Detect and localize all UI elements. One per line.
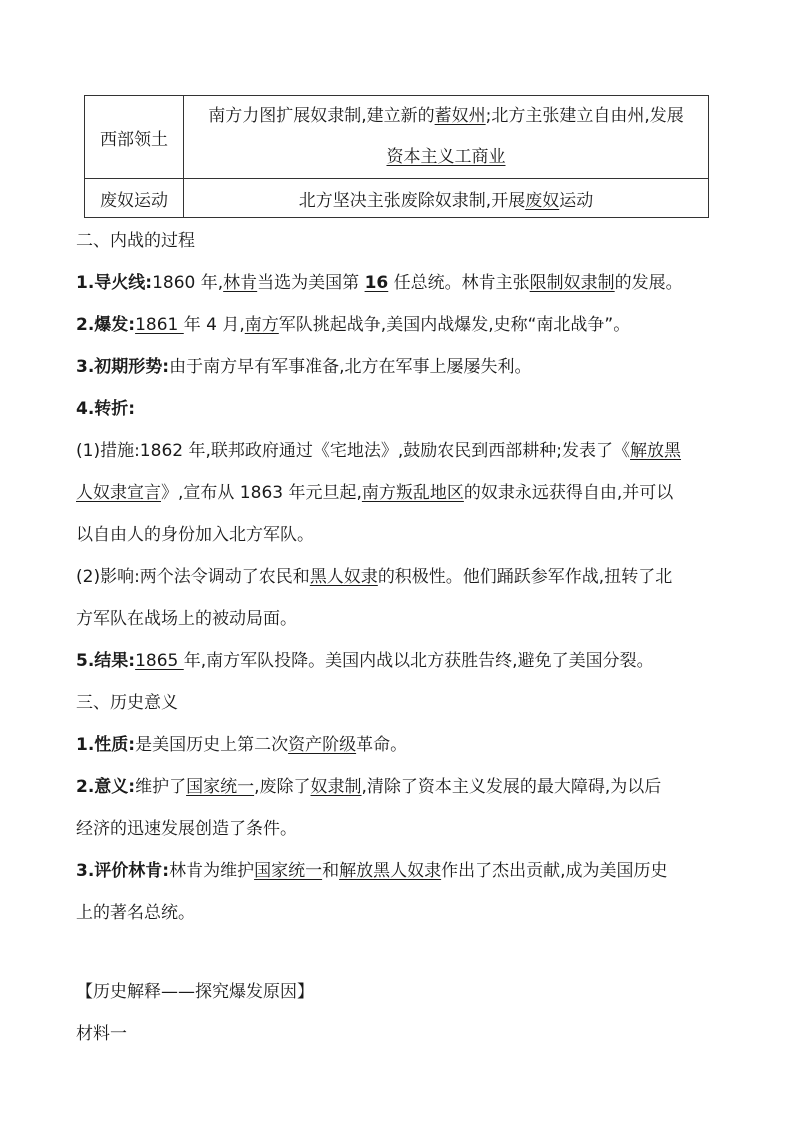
text: ;北方主张建立自由州,发展 <box>485 106 684 126</box>
text: 年,南方军队投降。美国内战以北方获胜告终,避免了美国分裂。 <box>183 651 654 671</box>
text: 革命。 <box>356 735 408 755</box>
text: 》,宣布从 1863 年元旦起, <box>161 483 362 503</box>
paragraph-evaluation-cont: 上的著名总统。 <box>76 903 195 923</box>
item-label: 3.评价林肯: <box>76 861 170 881</box>
text: 当选为美国第 <box>257 273 365 293</box>
row-value <box>184 96 709 179</box>
row-key: 西部领土 <box>85 96 184 179</box>
text: 的积极性。他们踊跃参军作战,扭转了北 <box>377 567 673 587</box>
text: 的奴隶永远获得自由,并可以 <box>463 483 674 503</box>
text: 由于南方早有军事准备,北方在军事上屡屡失利。 <box>169 357 532 377</box>
section-heading: 三、历史意义 <box>76 693 178 713</box>
text: 军队挑起战争,美国内战爆发,史称“南北战争”。 <box>278 315 631 335</box>
paragraph-significance <box>76 775 726 799</box>
text: 的发展。 <box>614 273 683 293</box>
section-heading: 二、内战的过程 <box>76 231 195 251</box>
box-title: 【历史解释——探究爆发原因】 <box>76 982 314 1002</box>
text: 南方力图扩展奴隶制,建立新的 <box>208 106 435 126</box>
answer-underline: 1865 <box>135 651 184 671</box>
answer-underline: 林肯 <box>223 273 258 293</box>
paragraph-influence-cont: 方军队在战场上的被动局面。 <box>76 609 297 629</box>
paragraph-outbreak <box>76 313 726 337</box>
answer-underline: 国家统一 <box>254 861 323 881</box>
item-label: 4.转折: <box>76 399 136 419</box>
text: 维护了 <box>135 777 187 797</box>
answer-underline: 解放黑人奴隶 <box>339 861 442 881</box>
text: (1)措施:1862 年,联邦政府通过《宅地法》,鼓励农民到西部耕种;发表了《 <box>76 441 631 461</box>
answer-underline: 南方叛乱地区 <box>361 483 464 503</box>
paragraph-measures-cont: 以自由人的身份加入北方军队。 <box>76 525 314 545</box>
answer-underline: 蓄奴州 <box>434 106 486 126</box>
table-row <box>85 96 709 179</box>
answer-underline: 奴隶制 <box>310 777 362 797</box>
row-key: 废奴运动 <box>85 179 184 218</box>
paragraph-trigger <box>76 271 726 295</box>
answer-underline: 南方 <box>244 315 279 335</box>
answer-underline: 16 <box>364 273 389 293</box>
item-label: 5.结果: <box>76 651 136 671</box>
paragraph-measures <box>76 439 726 463</box>
text: ,清除了资本主义发展的最大障碍,为以后 <box>361 777 662 797</box>
paragraph-evaluation <box>76 859 726 883</box>
answer-underline: 国家统一 <box>186 777 255 797</box>
paragraph-nature <box>76 733 726 757</box>
text: 和 <box>322 861 340 881</box>
paragraph-turning-point <box>76 397 726 421</box>
text: 是美国历史上第二次 <box>135 735 289 755</box>
paragraph-significance-cont: 经济的迅速发展创造了条件。 <box>76 819 297 839</box>
paragraph-result <box>76 649 726 673</box>
text: (2)影响:两个法令调动了农民和 <box>76 567 310 587</box>
paragraph-measures-cont <box>76 481 726 505</box>
answer-underline: 人奴隶宣言 <box>76 483 161 503</box>
answer-underline: 黑人奴隶 <box>309 567 378 587</box>
material-label: 材料一 <box>76 1024 127 1044</box>
comparison-table <box>84 95 709 218</box>
answer-underline: 1861 <box>135 315 184 335</box>
item-label: 2.意义: <box>76 777 136 797</box>
text: 1860 年, <box>152 273 224 293</box>
row-value <box>184 179 709 218</box>
item-label: 1.性质: <box>76 735 136 755</box>
item-label: 2.爆发: <box>76 315 136 335</box>
answer-underline: 废奴 <box>525 190 560 211</box>
item-label: 3.初期形势: <box>76 357 170 377</box>
answer-underline: 资本主义工商业 <box>386 147 506 167</box>
table-row <box>85 179 709 218</box>
answer-underline: 限制奴隶制 <box>529 273 615 293</box>
paragraph-influence <box>76 565 726 589</box>
text: 运动 <box>559 190 594 211</box>
answer-underline: 资产阶级 <box>288 735 357 755</box>
text: 林肯为维护 <box>169 861 255 881</box>
answer-underline: 解放黑 <box>630 441 682 461</box>
item-label: 1.导火线: <box>76 273 153 293</box>
text: ,废除了 <box>254 777 311 797</box>
text: 北方坚决主张废除奴隶制,开展 <box>298 190 526 211</box>
text: 任总统。林肯主张 <box>388 273 530 293</box>
text: 作出了杰出贡献,成为美国历史 <box>441 861 668 881</box>
text: 年 4 月, <box>183 315 245 335</box>
paragraph-early-situation <box>76 355 726 379</box>
